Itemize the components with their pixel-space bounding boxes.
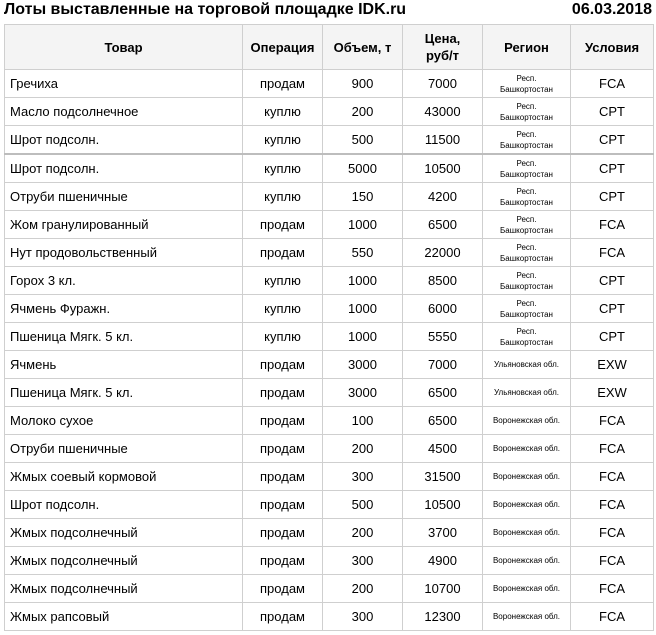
cell-product: Шрот подсолн. (5, 126, 243, 155)
cell-region-line1: Респ. (516, 129, 537, 139)
cell-region-line2: Башкортостан (500, 337, 553, 347)
cell-product: Жмых подсолнечный (5, 575, 243, 603)
cell-region-line1: Респ. (516, 73, 537, 83)
cell-region (483, 351, 571, 379)
table-row (5, 603, 654, 631)
table-row (5, 295, 654, 323)
cell-region-line1: Ульяновская обл. (494, 388, 559, 397)
cell-price: 4900 (403, 547, 483, 575)
cell-region (483, 575, 571, 603)
cell-price: 4500 (403, 435, 483, 463)
cell-operation: продам (243, 463, 323, 491)
cell-region-line1: Респ. (516, 326, 537, 336)
cell-price: 4200 (403, 183, 483, 211)
cell-operation: продам (243, 407, 323, 435)
cell-terms: FCA (571, 463, 654, 491)
cell-price: 6500 (403, 211, 483, 239)
cell-region (483, 126, 571, 155)
lots-table (4, 24, 654, 631)
page-header (0, 0, 656, 24)
cell-region-line2: Башкортостан (500, 140, 553, 150)
cell-operation: куплю (243, 98, 323, 126)
cell-volume: 100 (323, 407, 403, 435)
cell-region (483, 603, 571, 631)
page-date: 06.03.2018 (571, 1, 652, 18)
cell-region-line1: Респ. (516, 158, 537, 168)
cell-volume: 1000 (323, 323, 403, 351)
cell-region-line1: Воронежская обл. (492, 500, 561, 509)
cell-region (483, 491, 571, 519)
cell-volume: 300 (323, 547, 403, 575)
cell-terms: CPT (571, 98, 654, 126)
cell-terms: CPT (571, 295, 654, 323)
cell-product: Жмых подсолнечный (5, 547, 243, 575)
cell-region-line1: Воронежская обл. (492, 444, 561, 453)
cell-product: Ячмень Фуражн. (5, 295, 243, 323)
cell-operation: куплю (243, 183, 323, 211)
cell-region-line1: Воронежская обл. (492, 472, 561, 481)
cell-price: 43000 (403, 98, 483, 126)
cell-region-line1: Респ. (516, 101, 537, 111)
cell-price: 31500 (403, 463, 483, 491)
cell-volume: 300 (323, 463, 403, 491)
cell-volume: 500 (323, 126, 403, 155)
table-row (5, 491, 654, 519)
cell-product: Жмых соевый кормовой (5, 463, 243, 491)
header-region: Регион (483, 25, 571, 70)
cell-volume: 500 (323, 491, 403, 519)
cell-terms: FCA (571, 575, 654, 603)
cell-volume: 200 (323, 98, 403, 126)
cell-terms: CPT (571, 267, 654, 295)
table-row (5, 379, 654, 407)
cell-region-line1: Респ. (516, 270, 537, 280)
cell-product: Гречиха (5, 70, 243, 98)
cell-operation: продам (243, 547, 323, 575)
cell-terms: FCA (571, 407, 654, 435)
cell-price: 10700 (403, 575, 483, 603)
cell-region (483, 547, 571, 575)
cell-region-line2: Башкортостан (500, 281, 553, 291)
cell-product: Шрот подсолн. (5, 491, 243, 519)
cell-operation: продам (243, 435, 323, 463)
table-row (5, 154, 654, 183)
cell-volume: 1000 (323, 267, 403, 295)
cell-region-line2: Башкортостан (500, 225, 553, 235)
cell-region-line2: Башкортостан (500, 253, 553, 263)
table-row (5, 211, 654, 239)
cell-region (483, 435, 571, 463)
header-volume: Объем, т (323, 25, 403, 70)
table-row (5, 126, 654, 155)
cell-product: Ячмень (5, 351, 243, 379)
cell-volume: 200 (323, 575, 403, 603)
cell-region-line2: Башкортостан (500, 169, 553, 179)
table-row (5, 239, 654, 267)
table-row (5, 407, 654, 435)
cell-terms: CPT (571, 154, 654, 183)
cell-product: Пшеница Мягк. 5 кл. (5, 379, 243, 407)
cell-price: 6500 (403, 379, 483, 407)
cell-region-line1: Воронежская обл. (492, 612, 561, 621)
header-terms: Условия (571, 25, 654, 70)
cell-terms: FCA (571, 491, 654, 519)
cell-operation: куплю (243, 323, 323, 351)
cell-region-line1: Воронежская обл. (492, 416, 561, 425)
cell-region (483, 519, 571, 547)
cell-region (483, 239, 571, 267)
cell-price: 7000 (403, 70, 483, 98)
cell-terms: CPT (571, 183, 654, 211)
cell-operation: продам (243, 239, 323, 267)
cell-operation: продам (243, 379, 323, 407)
cell-region (483, 295, 571, 323)
cell-region (483, 98, 571, 126)
cell-product: Горох 3 кл. (5, 267, 243, 295)
table-row (5, 435, 654, 463)
cell-price: 5550 (403, 323, 483, 351)
cell-region-line1: Воронежская обл. (492, 584, 561, 593)
cell-product: Пшеница Мягк. 5 кл. (5, 323, 243, 351)
cell-volume: 1000 (323, 295, 403, 323)
cell-product: Шрот подсолн. (5, 154, 243, 183)
cell-region-line1: Респ. (516, 298, 537, 308)
table-header-row (5, 25, 654, 70)
cell-terms: FCA (571, 435, 654, 463)
header-price-line2: руб/т (425, 48, 459, 63)
cell-terms: FCA (571, 603, 654, 631)
cell-price: 8500 (403, 267, 483, 295)
cell-region-line2: Башкортостан (500, 309, 553, 319)
cell-region (483, 407, 571, 435)
cell-price: 22000 (403, 239, 483, 267)
table-row (5, 183, 654, 211)
cell-region (483, 267, 571, 295)
cell-region-line2: Башкортостан (500, 197, 553, 207)
cell-product: Жмых подсолнечный (5, 519, 243, 547)
cell-terms: FCA (571, 70, 654, 98)
cell-operation: продам (243, 351, 323, 379)
cell-volume: 300 (323, 603, 403, 631)
cell-operation: куплю (243, 126, 323, 155)
cell-region-line2: Башкортостан (500, 84, 553, 94)
cell-operation: продам (243, 603, 323, 631)
cell-volume: 200 (323, 435, 403, 463)
cell-price: 3700 (403, 519, 483, 547)
cell-volume: 5000 (323, 154, 403, 183)
table-row (5, 519, 654, 547)
table-row (5, 70, 654, 98)
cell-operation: продам (243, 70, 323, 98)
cell-volume: 3000 (323, 351, 403, 379)
cell-product: Отруби пшеничные (5, 435, 243, 463)
cell-region-line1: Респ. (516, 214, 537, 224)
cell-region (483, 154, 571, 183)
cell-price: 10500 (403, 491, 483, 519)
cell-terms: FCA (571, 519, 654, 547)
cell-region-line1: Воронежская обл. (492, 556, 561, 565)
cell-price: 7000 (403, 351, 483, 379)
cell-region (483, 379, 571, 407)
header-operation: Операция (243, 25, 323, 70)
cell-region-line1: Респ. (516, 186, 537, 196)
cell-region-line1: Воронежская обл. (492, 528, 561, 537)
cell-price: 11500 (403, 126, 483, 155)
cell-volume: 900 (323, 70, 403, 98)
cell-operation: куплю (243, 267, 323, 295)
cell-product: Отруби пшеничные (5, 183, 243, 211)
cell-operation: куплю (243, 295, 323, 323)
table-row (5, 267, 654, 295)
cell-region (483, 463, 571, 491)
cell-terms: EXW (571, 379, 654, 407)
cell-product: Жмых рапсовый (5, 603, 243, 631)
cell-volume: 3000 (323, 379, 403, 407)
cell-price: 6500 (403, 407, 483, 435)
table-row (5, 463, 654, 491)
cell-region (483, 183, 571, 211)
cell-product: Масло подсолнечное (5, 98, 243, 126)
cell-volume: 150 (323, 183, 403, 211)
cell-operation: куплю (243, 154, 323, 183)
cell-product: Жом гранулированный (5, 211, 243, 239)
table-row (5, 98, 654, 126)
cell-region-line1: Респ. (516, 242, 537, 252)
cell-terms: FCA (571, 239, 654, 267)
cell-price: 12300 (403, 603, 483, 631)
cell-region (483, 323, 571, 351)
table-row (5, 547, 654, 575)
cell-region (483, 70, 571, 98)
cell-price: 6000 (403, 295, 483, 323)
cell-terms: EXW (571, 351, 654, 379)
cell-volume: 1000 (323, 211, 403, 239)
cell-operation: продам (243, 575, 323, 603)
cell-region-line1: Ульяновская обл. (494, 360, 559, 369)
header-price-line1: Цена, (424, 31, 461, 46)
cell-terms: FCA (571, 547, 654, 575)
cell-terms: CPT (571, 126, 654, 155)
page-title: Лоты выставленные на торговой площадке IDK.ru (4, 1, 407, 18)
table-row (5, 351, 654, 379)
header-product: Товар (5, 25, 243, 70)
cell-terms: FCA (571, 211, 654, 239)
cell-product: Нут продовольственный (5, 239, 243, 267)
cell-region-line2: Башкортостан (500, 112, 553, 122)
cell-product: Молоко сухое (5, 407, 243, 435)
cell-operation: продам (243, 211, 323, 239)
cell-price: 10500 (403, 154, 483, 183)
header-price (403, 25, 483, 70)
table-row (5, 575, 654, 603)
cell-operation: продам (243, 519, 323, 547)
cell-volume: 200 (323, 519, 403, 547)
cell-region (483, 211, 571, 239)
cell-terms: CPT (571, 323, 654, 351)
cell-volume: 550 (323, 239, 403, 267)
table-row (5, 323, 654, 351)
cell-operation: продам (243, 491, 323, 519)
